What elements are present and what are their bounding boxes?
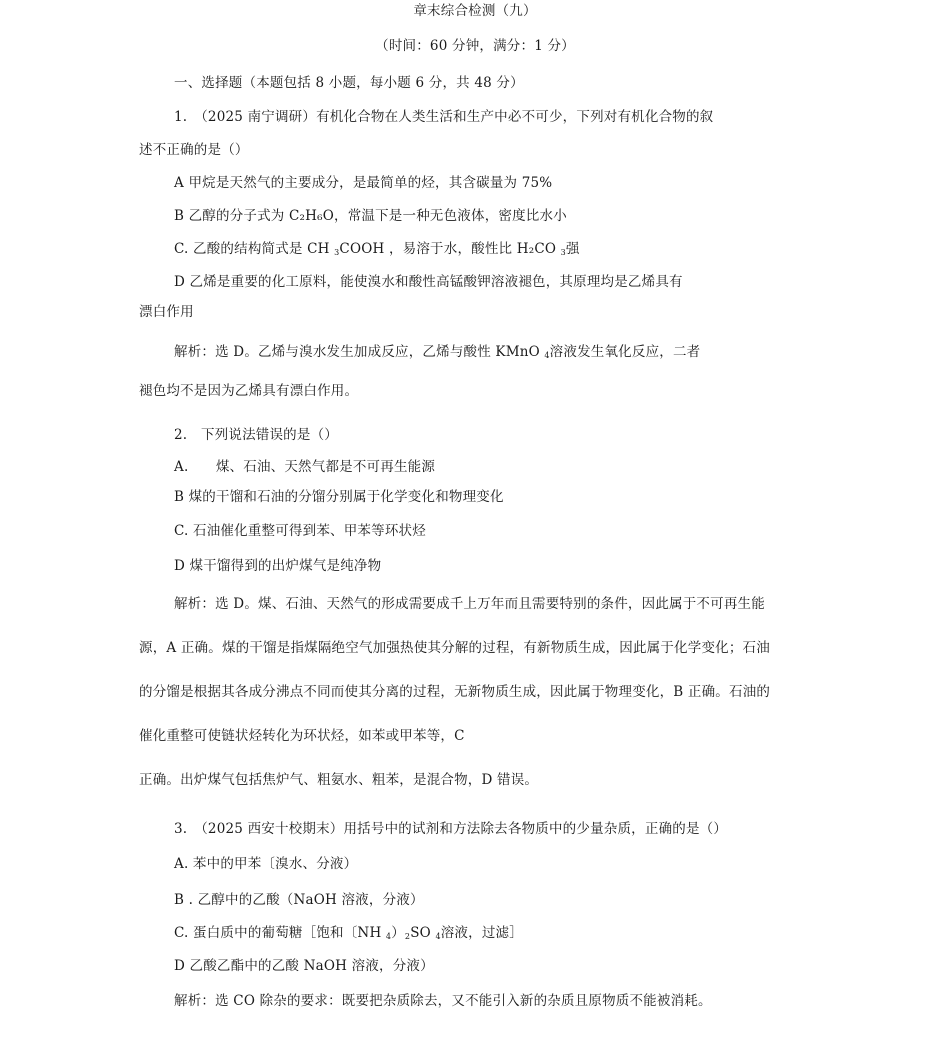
q1-answer-line-1: 解析：选 D。乙烯与溴水发生加成反应，乙烯与酸性 KMnO $_4$溶液发生氧化反应，二者 <box>174 344 701 360</box>
exam-meta: （时间：60 分钟，满分：1 分） <box>375 38 575 54</box>
q3-option-a: A. 苯中的甲苯〔溴水、分液） <box>174 856 358 872</box>
q2-option-c: C. 石油催化重整可得到苯、甲苯等环状烃 <box>174 523 426 539</box>
q3-option-d: D 乙酸乙酯中的乙酸 NaOH 溶液，分液） <box>174 958 434 974</box>
q3-option-b: B . 乙醇中的乙酸（NaOH 溶液，分液） <box>174 892 424 908</box>
q1-stem-line-2: 述不正确的是（） <box>139 142 249 158</box>
q1-option-a: A 甲烷是天然气的主要成分，是最简单的烃，其含碳量为 75% <box>174 175 553 191</box>
q2-option-b: B 煤的干馏和石油的分馏分别属于化学变化和物理变化 <box>174 489 504 505</box>
q3-option-c: C. 蛋白质中的葡萄糖［饱和〔NH $_4)_2SO$ $_4$溶液，过滤］ <box>174 925 523 941</box>
q3-answer-line-1: 解析：选 CO 除杂的要求：既要把杂质除去，又不能引入新的杂质且原物质不能被消耗。 <box>174 993 712 1009</box>
q1-stem-line-1: 1. （2025 南宁调研）有机化合物在人类生活和生产中必不可少，下列对有机化合物的叙 <box>174 109 714 125</box>
q1-option-d-line-2: 漂白作用 <box>139 304 194 320</box>
q3-stem: 3. （2025 西安十校期末）用括号中的试剂和方法除去各物质中的少量杂质，正确的是（） <box>174 821 728 837</box>
q2-answer-line-5: 正确。出炉煤气包括焦炉气、粗氨水、粗苯，是混合物，D 错误。 <box>139 772 539 788</box>
section-heading: 一、选择题（本题包括 8 小题，每小题 6 分，共 48 分） <box>174 75 524 91</box>
q2-stem: 2. 下列说法错误的是（） <box>174 427 338 443</box>
q2-option-a: A. 煤、石油、天然气都是不可再生能源 <box>174 459 436 475</box>
q2-answer-line-1: 解析：选 D。煤、石油、天然气的形成需要成千上万年而且需要特别的条件，因此属于不可再生能 <box>174 596 765 612</box>
q1-option-c: C. 乙酸的结构简式是 CH $_3$COOH ，易溶于水，酸性比 H₂CO $_3$强 <box>174 241 580 257</box>
q2-answer-line-4: 催化重整可使链状烃转化为环状烃，如苯或甲苯等，C <box>139 728 465 744</box>
q2-answer-line-3: 的分馏是根据其各成分沸点不同而使其分离的过程，无新物质生成，因此属于物理变化，B 正确。石油的 <box>139 684 771 700</box>
q2-option-d: D 煤干馏得到的出炉煤气是纯净物 <box>174 558 382 574</box>
q1-option-d-line-1: D 乙烯是重要的化工原料，能使溴水和酸性高锰酸钾溶液褪色，其原理均是乙烯具有 <box>174 274 683 290</box>
q1-option-b: B 乙醇的分子式为 C₂H₆O，常温下是一种无色液体，密度比水小 <box>174 208 567 224</box>
document-title: 章末综合检测（九） <box>413 3 537 19</box>
q2-answer-line-2: 源，A 正确。煤的干馏是指煤隔绝空气加强热使其分解的过程，有新物质生成，因此属于化学变化；石油 <box>139 640 770 656</box>
q1-answer-line-2: 褪色均不是因为乙烯具有漂白作用。 <box>139 383 359 399</box>
